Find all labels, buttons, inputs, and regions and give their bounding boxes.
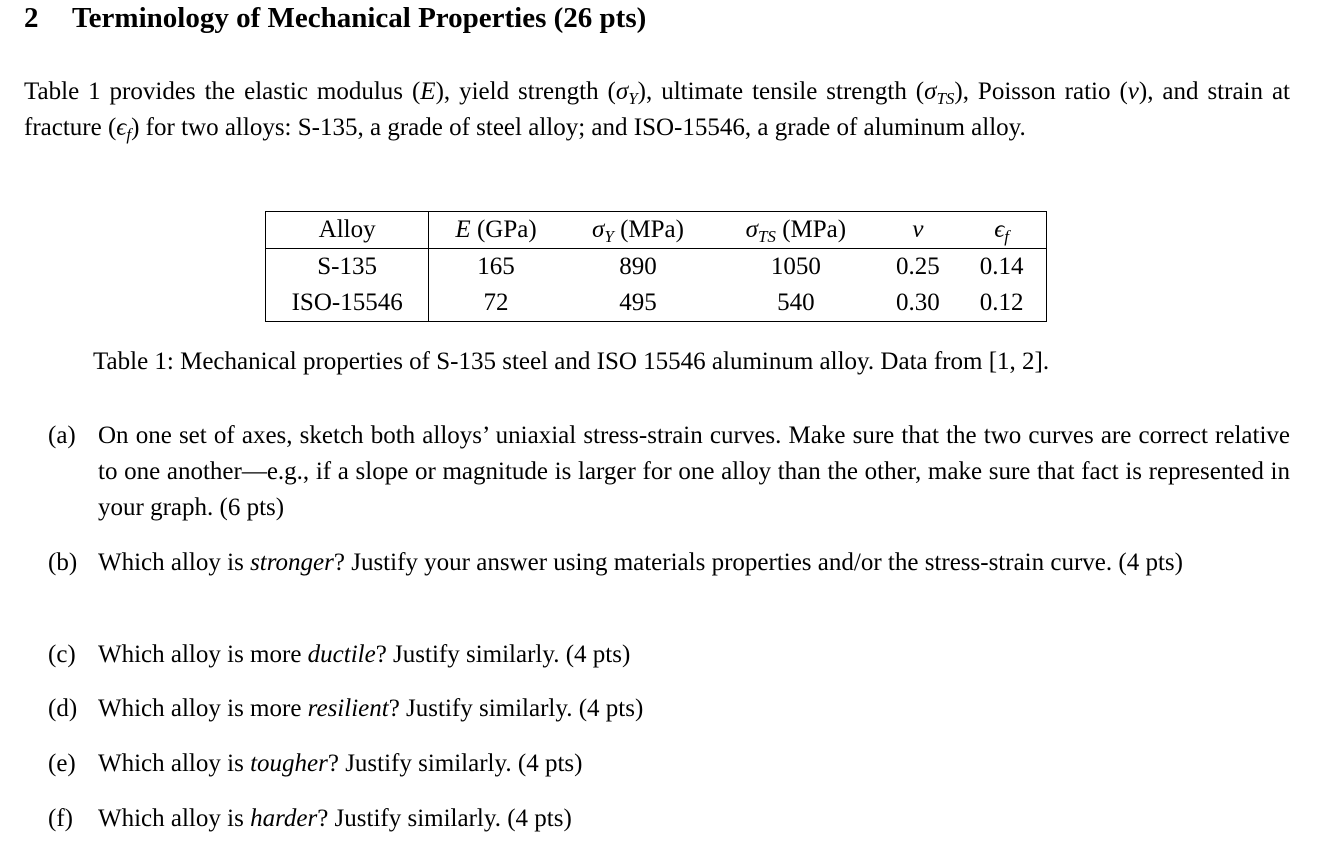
header-subscript: Y (604, 227, 614, 246)
question-text-part: ? Justify similarly. (4 pts) (317, 805, 572, 832)
header-subscript: TS (757, 227, 776, 246)
section-title: Terminology of Mechanical Properties (26 pts) (72, 2, 647, 34)
symbol-nu: ν (1127, 78, 1139, 105)
symbol-E: E (420, 78, 436, 105)
cell-tensile-strength: 540 (777, 289, 815, 316)
properties-table (265, 211, 1047, 322)
question-text-part: Which alloy is more (98, 695, 308, 722)
header-unit: (MPa) (613, 216, 684, 243)
header-unit: (GPa) (470, 216, 537, 243)
question-text (98, 637, 1290, 673)
intro-text: ), and strain at fracture ( (24, 78, 1290, 141)
intro-text: ), ultimate tensile strength ( (637, 78, 925, 105)
header-yield-strength (563, 212, 713, 249)
question-a (48, 418, 1290, 526)
header-subscript: f (1004, 227, 1010, 246)
question-text-part: Which alloy is more (98, 641, 308, 668)
question-label: (a) (48, 422, 76, 449)
question-text-part: ? Justify similarly. (4 pts) (327, 750, 583, 777)
header-symbol: σ (745, 216, 758, 243)
question-f (48, 801, 1290, 837)
header-symbol: ν (912, 216, 924, 243)
table-header-row (266, 212, 1047, 249)
header-poisson-ratio (879, 212, 958, 249)
symbol-sigma: σ (615, 78, 629, 105)
cell-alloy: S-135 (266, 249, 429, 286)
table-caption: Table 1: Mechanical properties of S-135 steel and ISO 15546 aluminum alloy. Data from [1, 2]. (93, 348, 1050, 375)
symbol-epsilon: ϵ (116, 114, 127, 141)
table-row (266, 249, 1047, 286)
question-text-part: Which alloy is (98, 549, 251, 576)
cell-modulus: 72 (483, 289, 509, 316)
question-text-part: ? Justify similarly. (4 pts) (388, 695, 644, 722)
question-label: (c) (48, 641, 76, 668)
section-number: 2 (24, 2, 39, 34)
intro-text: ), Poisson ratio ( (954, 78, 1128, 105)
intro-paragraph (24, 74, 1290, 146)
subscript-Y: Y (628, 89, 638, 108)
question-label: (d) (48, 695, 78, 722)
question-keyword: resilient (307, 695, 389, 722)
header-modulus (429, 212, 563, 249)
intro-text: ) for two alloys: S-135, a grade of steel alloy; and ISO-15546, a grade of aluminum alloy. (131, 114, 1026, 141)
table-row (266, 285, 1047, 322)
cell-modulus: 165 (477, 253, 515, 280)
question-text-part: Which alloy is (98, 805, 251, 832)
question-text-part: ? Justify your answer using materials properties and/or the stress-strain curve. (4 pts) (333, 549, 1183, 576)
question-label: (f) (48, 805, 73, 832)
intro-text: Table 1 provides the elastic modulus ( (24, 78, 421, 105)
cell-poisson-ratio: 0.25 (896, 253, 940, 280)
question-text-part: ? Justify similarly. (4 pts) (375, 641, 631, 668)
question-keyword: stronger (250, 549, 334, 576)
cell-tensile-strength: 1050 (770, 253, 821, 280)
question-d (48, 691, 1290, 727)
question-keyword: tougher (250, 750, 328, 777)
header-fracture-strain (957, 212, 1046, 249)
subscript-TS: TS (936, 89, 955, 108)
question-e (48, 746, 1290, 782)
cell-fracture-strain: 0.14 (979, 253, 1024, 280)
section-heading (24, 2, 646, 35)
question-text (98, 545, 1290, 581)
cell-alloy: ISO-15546 (266, 285, 429, 322)
question-text (98, 746, 1290, 782)
cell-yield-strength: 890 (619, 253, 657, 280)
question-label: (b) (48, 549, 78, 576)
header-symbol: E (455, 216, 471, 243)
question-label: (e) (48, 750, 76, 777)
subscript-f: f (126, 125, 132, 144)
cell-yield-strength: 495 (619, 289, 657, 316)
intro-text: ), yield strength ( (435, 78, 616, 105)
cell-fracture-strain: 0.12 (979, 289, 1024, 316)
header-symbol: ϵ (994, 216, 1005, 243)
header-symbol: σ (592, 216, 605, 243)
question-text (98, 691, 1290, 727)
question-text-part: Which alloy is (98, 750, 251, 777)
question-keyword: harder (250, 805, 318, 832)
question-c (48, 637, 1290, 673)
header-unit: (MPa) (775, 216, 847, 243)
header-tensile-strength (713, 212, 878, 249)
question-keyword: ductile (307, 641, 376, 668)
cell-poisson-ratio: 0.30 (896, 289, 940, 316)
symbol-sigma: σ (924, 78, 937, 105)
question-text (98, 801, 1290, 837)
header-alloy: Alloy (266, 212, 429, 249)
question-text: On one set of axes, sketch both alloys’ uniaxial stress-strain curves. Make sure that the two curves are correct relative to one another—e.g., if a slope or magnitude is larger for one alloy than the other, make sure that fact is represented in your graph. (6 pts) (98, 422, 1290, 521)
question-b (48, 545, 1290, 581)
